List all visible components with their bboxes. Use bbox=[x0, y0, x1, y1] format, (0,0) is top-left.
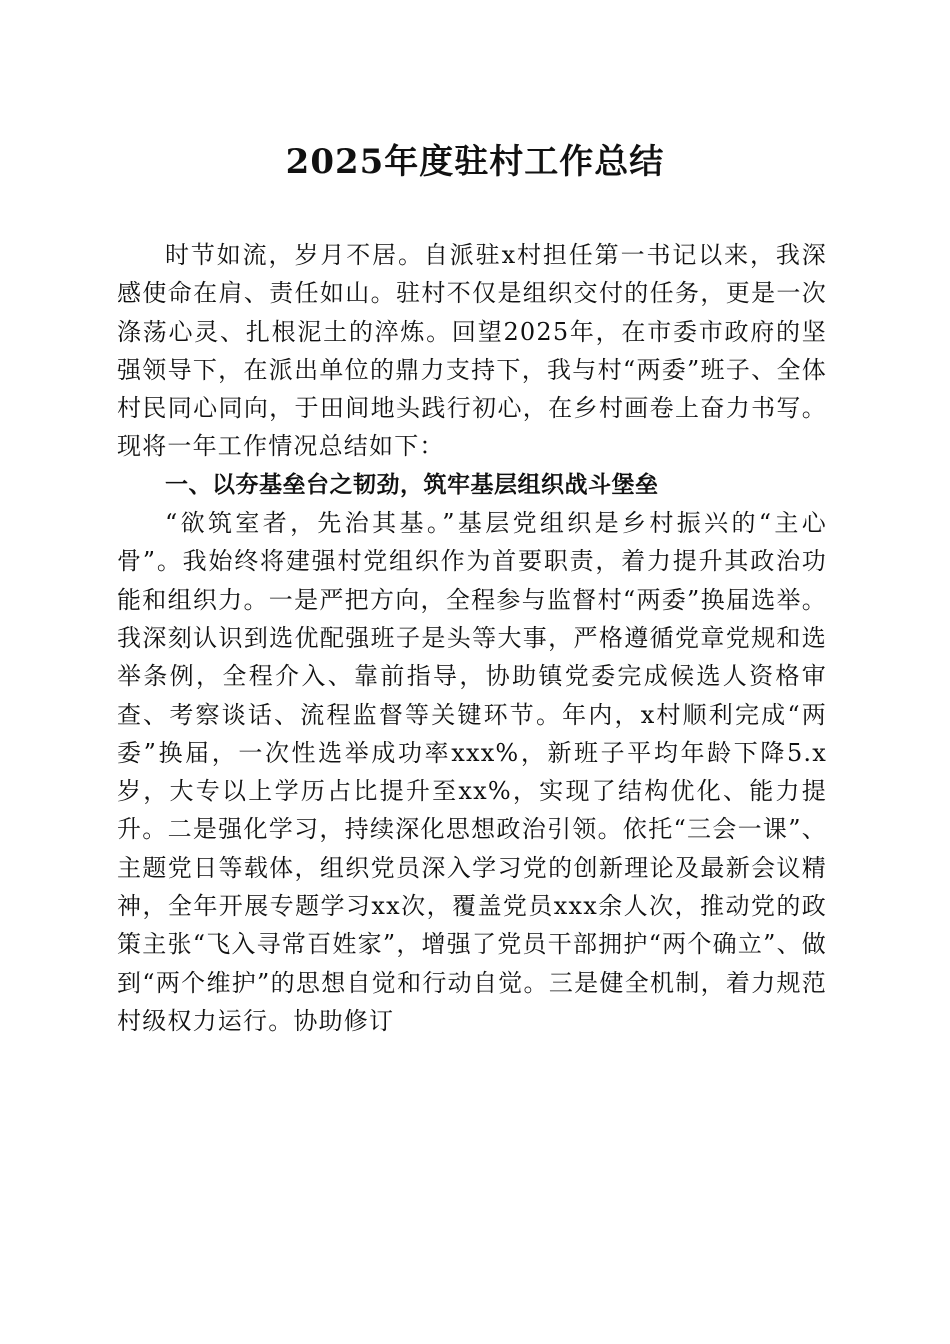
document-body bbox=[117, 236, 827, 1040]
section-1-heading: 一、以夯基垒台之韧劲，筑牢基层组织战斗堡垒 bbox=[165, 471, 659, 498]
document-title: 2025年度驻村工作总结 bbox=[285, 142, 665, 182]
section-1-paragraph: “欲筑室者，先治其基。”基层党组织是乡村振兴的“主心骨”。我始终将建强村党组织作为首要职责，着力提升其政治功能和组织力。一是严把方向，全程参与监督村“两委”换届选举。我深刻认识到选优配强班子是头等大事，严格遵循党章党规和选举条例，全程介入、靠前指导，协助镇党委完成候选人资格审查、考察谈话、流程监督等关键环节。年内，x村顺利完成“两委”换届，一次性选举成功率xxx%，新班子平均年龄下降5.x岁，大专以上学历占比提升至xx%，实现了结构优化、能力提升。二是强化学习，持续深化思想政治引领。依托“三会一课”、主题党日等载体，组织党员深入学习党的创新理论及最新会议精神，全年开展专题学习xx次，覆盖党员xxx余人次，推动党的政策主张“飞入寻常百姓家”，增强了党员干部拥护“两个确立”、做到“两个维护”的思想自觉和行动自觉。三是健全机制，着力规范村级权力运行。协助修订 bbox=[117, 509, 827, 1035]
intro-paragraph: 时节如流，岁月不居。自派驻x村担任第一书记以来，我深感使命在肩、责任如山。驻村不仅是组织交付的任务，更是一次涤荡心灵、扎根泥土的淬炼。回望2025年，在市委市政府的坚强领导下，在派出单位的鼎力支持下，我与村“两委”班子、全体村民同心同向，于田间地头践行初心，在乡村画卷上奋力书写。现将一年工作情况总结如下： bbox=[117, 241, 827, 461]
